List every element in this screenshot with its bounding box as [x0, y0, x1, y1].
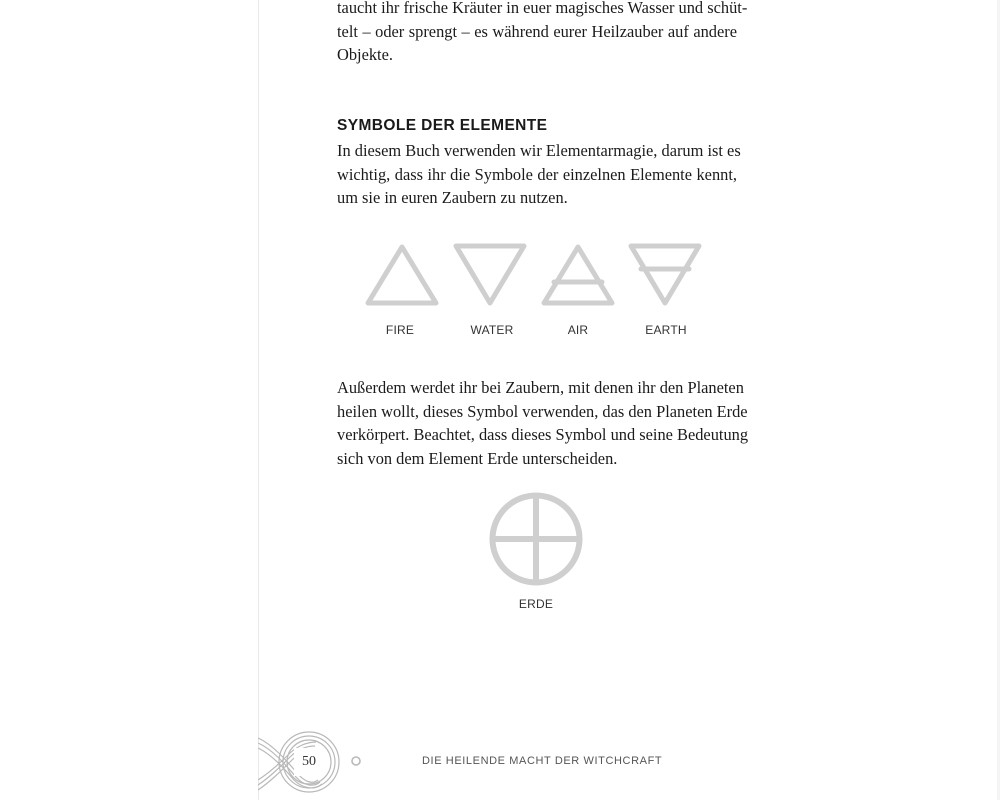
section-heading: SYMBOLE DER ELEMENTE [337, 117, 548, 134]
planet-label-erde: ERDE [518, 597, 554, 611]
paragraph-line: um sie in euren Zaubern zu nutzen. [337, 188, 568, 207]
element-label-earth: EARTH [645, 323, 687, 337]
left-margin-pane [0, 0, 259, 800]
paragraph-line: sich von dem Element Erde unterscheiden. [337, 448, 618, 468]
air-triangle-icon [540, 242, 616, 308]
element-label-air: AIR [567, 323, 589, 337]
paragraph-line: Außerdem werdet ihr bei Zaubern, mit denen ihr den Planeten [337, 378, 744, 397]
paragraph-line: wichtig, dass ihr die Symbole der einzelnen Elemente kennt, [337, 164, 737, 184]
paragraph-line: Objekte. [337, 45, 393, 64]
page-number: 50 [302, 754, 316, 769]
paragraph-line: In diesem Buch verwenden wir Elementarmagie, darum ist es [337, 141, 741, 160]
water-triangle-icon [452, 242, 528, 308]
paragraph-herbs [337, 0, 748, 67]
paragraph-line: telt – oder sprengt – es während eurer Heilzauber auf andere [337, 21, 737, 41]
earth-cross-circle-icon [487, 490, 585, 588]
running-footer-title: DIE HEILENDE MACHT DER WITCHCRAFT [422, 755, 663, 767]
earth-triangle-icon [627, 242, 703, 308]
paragraph-intro [337, 139, 741, 210]
element-label-fire: FIRE [385, 323, 415, 337]
element-label-water: WATER [470, 323, 514, 337]
paragraph-line: taucht ihr frische Kräuter in euer magisches Wasser und schüt- [337, 0, 748, 17]
paragraph-planet [337, 376, 749, 470]
paragraph-line: heilen wollt, dieses Symbol verwenden, das den Planeten Erde [337, 401, 748, 421]
fire-triangle-icon [364, 242, 440, 308]
paragraph-line: verkörpert. Beachtet, dass dieses Symbol und seine Bedeutung [337, 425, 749, 444]
